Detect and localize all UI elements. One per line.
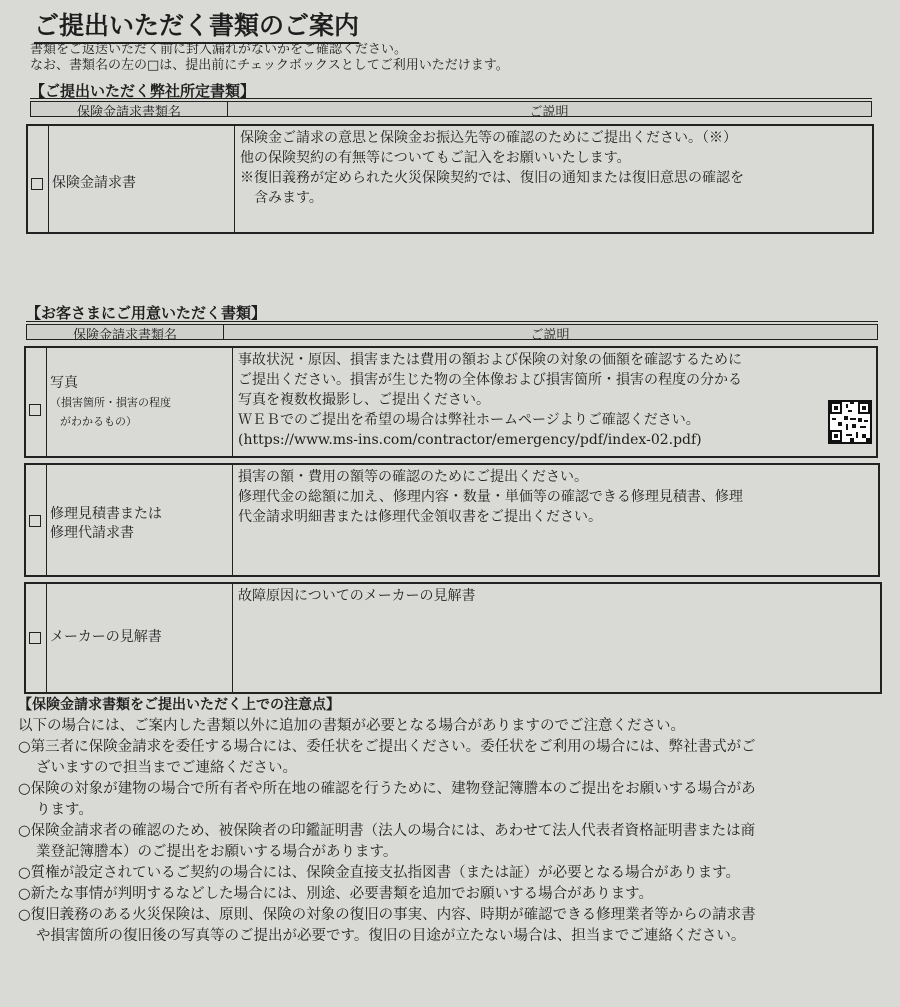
description-line: 写真を複数枚撮影し、ご提出ください。 bbox=[238, 392, 490, 408]
column-name-header: 保険金請求書類名 bbox=[76, 105, 181, 120]
note-item-continued: ざいますので担当までご連絡ください。 bbox=[36, 760, 297, 776]
document-description bbox=[238, 586, 872, 606]
note-item: ○復旧義務のある火災保険は、原則、保険の対象の復旧の事実、内容、時期が確認できる修理業者等からの請求書 bbox=[18, 907, 756, 923]
url-text[interactable]: (https://www.ms-ins.com/contractor/emergency/pdf/index-02.pdf) bbox=[238, 432, 702, 448]
intro-line: なお、書類名の左の□は、提出前にチェックボックスとしてご利用いただけます。 bbox=[30, 58, 509, 73]
document-name: メーカーの見解書 bbox=[50, 629, 162, 645]
column-name-header: 保険金請求書類名 bbox=[72, 328, 177, 343]
intro-line: 書類をご返送いただく前に封入漏れがないかをご確認ください。 bbox=[30, 42, 408, 57]
description-line: 損害の額・費用の額等の確認のためにご提出ください。 bbox=[238, 469, 588, 485]
page-title: ご提出いただく書類のご案内 bbox=[34, 6, 359, 44]
document-description bbox=[238, 467, 870, 527]
checkbox[interactable] bbox=[29, 632, 41, 644]
note-item-continued: ります。 bbox=[36, 802, 93, 818]
document-description bbox=[238, 350, 868, 450]
document-row-manufacturer-opinion bbox=[24, 582, 882, 694]
section1-title: 【ご提出いただく弊社所定書類】 bbox=[30, 82, 256, 100]
description-line: 他の保険契約の有無等についてもご記入をお願いいたします。 bbox=[240, 150, 631, 166]
document-row-claim-form bbox=[26, 124, 874, 234]
document-description bbox=[240, 128, 864, 208]
checkbox[interactable] bbox=[31, 178, 43, 190]
document-row-repair-estimate bbox=[24, 463, 880, 577]
note-item: ○新たな事情が判明するなどした場合には、別途、必要書類を追加でお願いする場合があります。 bbox=[18, 886, 653, 902]
notes-section bbox=[18, 695, 888, 947]
document-name-note: がわかるもの） bbox=[60, 415, 137, 428]
description-line: 故障原因についてのメーカーの見解書 bbox=[238, 588, 476, 604]
note-item: ○質権が設定されているご契約の場合には、保険金直接支払指図書（または証）が必要となる場合があります。 bbox=[18, 865, 740, 881]
section1-table-header bbox=[30, 101, 872, 120]
document-name-block bbox=[50, 505, 228, 543]
document-name: 修理代請求書 bbox=[50, 525, 134, 541]
intro-text bbox=[30, 42, 509, 74]
document-name: 保険金請求書 bbox=[52, 175, 136, 191]
description-line: 事故状況・原因、損害または費用の額および保険の対象の価額を確認するために bbox=[238, 352, 742, 368]
checkbox[interactable] bbox=[29, 515, 41, 527]
document-name-note: （損害箇所・損害の程度 bbox=[50, 396, 171, 409]
column-desc-header: ご説明 bbox=[530, 328, 570, 343]
description-line: ※復旧義務が定められた火災保険契約では、復旧の通知または復旧意思の確認を bbox=[240, 170, 744, 186]
section2-rule bbox=[26, 321, 878, 322]
document-row-photos bbox=[24, 346, 878, 458]
note-item: ○保険の対象が建物の場合で所有者や所在地の確認を行うために、建物登記簿謄本のご提出をお願いする場合があ bbox=[18, 781, 756, 797]
description-line: ＷＥＢでのご提出を希望の場合は弊社ホームページよりご確認ください。 bbox=[238, 412, 700, 428]
note-item-continued: や損害箇所の復旧後の写真等のご提出が必要です。復旧の目途が立たない場合は、担当までご連絡ください。 bbox=[36, 928, 746, 944]
checkbox[interactable] bbox=[29, 404, 41, 416]
qr-code-icon[interactable] bbox=[828, 400, 872, 444]
description-line: 含みます。 bbox=[240, 190, 323, 206]
section2-table-header bbox=[26, 324, 878, 343]
document-name: 修理見積書または bbox=[50, 506, 162, 522]
section1-rule bbox=[30, 98, 872, 99]
document-name-block bbox=[50, 374, 228, 431]
section2-title: 【お客さまにご用意いただく書類】 bbox=[26, 304, 267, 322]
description-line: 保険金ご請求の意思と保険金お振込先等の確認のためにご提出ください。（※） bbox=[240, 130, 737, 146]
note-item-continued: 業登記簿謄本）のご提出をお願いする場合があります。 bbox=[36, 844, 398, 860]
column-desc-header: ご説明 bbox=[529, 105, 569, 120]
description-line: ご提出ください。損害が生じた物の全体像および損害箇所・損害の程度の分かる bbox=[238, 372, 742, 388]
notes-title: 【保険金請求書類をご提出いただく上での注意点】 bbox=[18, 697, 340, 713]
description-line: 修理代金の総額に加え、修理内容・数量・単価等の確認できる修理見積書、修理 bbox=[238, 489, 743, 505]
description-line: 代金請求明細書または修理代金領収書をご提出ください。 bbox=[238, 509, 602, 525]
note-item: ○保険金請求者の確認のため、被保険者の印鑑証明書（法人の場合には、あわせて法人代表者資格証明書または商 bbox=[18, 823, 756, 839]
note-item: ○第三者に保険金請求を委任する場合には、委任状をご提出ください。委任状をご利用の場合には、弊社書式がご bbox=[18, 739, 756, 755]
notes-lead: 以下の場合には、ご案内した書類以外に追加の書類が必要となる場合がありますのでご注意ください。 bbox=[18, 718, 685, 734]
document-name: 写真 bbox=[50, 375, 78, 391]
